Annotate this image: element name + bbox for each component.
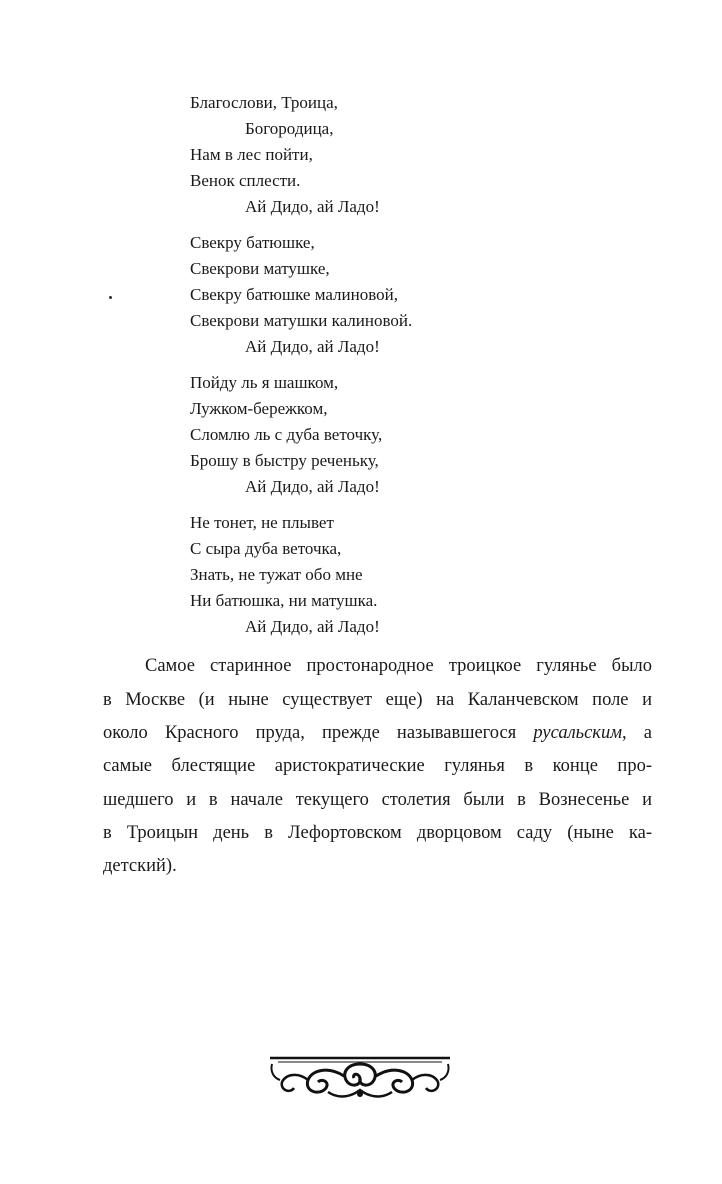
poem-refrain: Ай Дидо, ай Ладо!	[245, 617, 380, 636]
poem-line: Свекру батюшке малиновой,	[190, 285, 398, 304]
poem-line: Лужком-бережком,	[190, 399, 328, 418]
poem-line: Благослови, Троица,	[190, 93, 338, 112]
paragraph-line: шедшего и в начале текущего столетия были в Вознесенье и	[103, 790, 652, 810]
poem-line: Свекрови матушки калиновой.	[190, 311, 413, 330]
poem-refrain: Ай Дидо, ай Ладо!	[245, 337, 380, 356]
paragraph-line	[103, 722, 652, 744]
floral-vignette-icon	[268, 1052, 452, 1102]
poem-line: Нам в лес пойти,	[190, 145, 313, 164]
poem-line: Не тонет, не плывет	[190, 513, 334, 532]
paragraph-line: самые блестящие аристократические гулянья в конце про-	[103, 756, 652, 776]
paragraph-line: детский).	[103, 856, 177, 876]
poem-line: Свекру батюшке,	[190, 233, 315, 252]
paragraph-line: в Москве (и ныне существует еще) на Каланчевском поле и	[103, 690, 652, 710]
poem-line: Свекрови матушке,	[190, 259, 330, 278]
poem-line: Богородица,	[245, 119, 334, 138]
poem-refrain: Ай Дидо, ай Ладо!	[245, 477, 380, 496]
paragraph-line: Самое старинное простонародное троицкое гулянье было	[145, 656, 652, 676]
poem-refrain: Ай Дидо, ай Ладо!	[245, 197, 380, 216]
text-span: около Красного пруда, прежде называвшегося	[103, 723, 534, 743]
poem-line: С сыра дуба веточка,	[190, 539, 342, 558]
poem-line: Брошу в быстру реченьку,	[190, 451, 379, 470]
poem-line: Сломлю ль с дуба веточку,	[190, 425, 383, 444]
poem-line: Ни батюшка, ни матушка.	[190, 591, 378, 610]
poem-line: Венок сплести.	[190, 171, 301, 190]
print-speck	[109, 296, 112, 299]
italic-term: русальским	[533, 723, 622, 743]
poem-line: Пойду ль я шашком,	[190, 373, 339, 392]
paragraph-line: в Троицын день в Лефортовском дворцовом саду (ныне ка-	[103, 823, 652, 843]
poem-line: Знать, не тужат обо мне	[190, 565, 363, 584]
text-span: , а	[622, 723, 652, 743]
